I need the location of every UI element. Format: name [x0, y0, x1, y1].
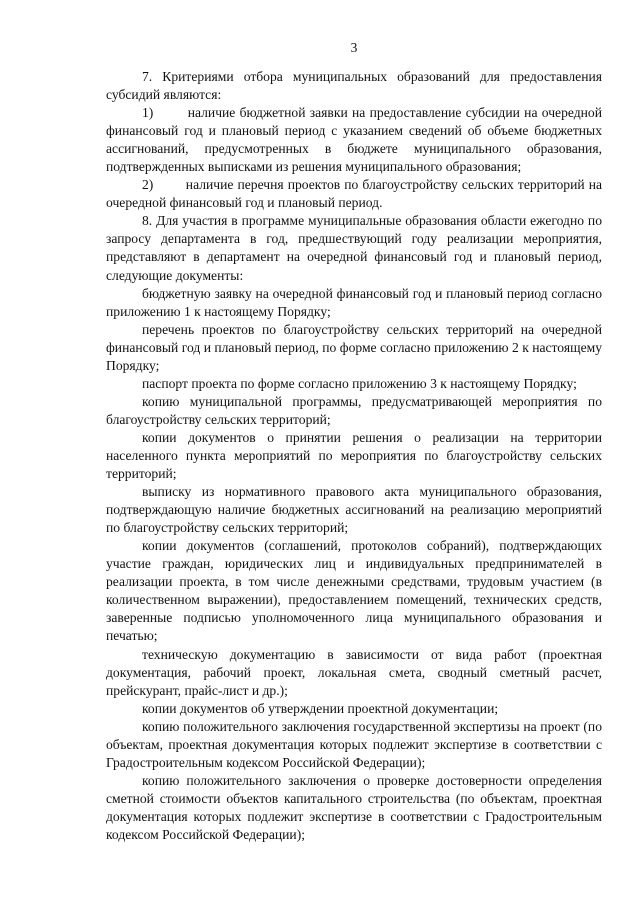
paragraph-cost-verification: копию положительного заключения о проверке достоверности определения сметной стоимости объектов капитального строительства (по объектам, проектная документация которых подлежит экспертизе в соответствии с Градостроительным кодексом Российской Федерации);	[106, 772, 602, 842]
paragraph-budget-request: бюджетную заявку на очередной финансовый год и плановый период согласно приложению 1 к настоящему Порядку;	[106, 285, 602, 319]
paragraph-state-expertise: копию положительного заключения государственной экспертизы на проект (по объектам, проектная документация которых подлежит экспертизе в соответствии с Градостроительным кодексом Российской Федерации);	[106, 718, 602, 770]
paragraph-criterion-2: 2) наличие перечня проектов по благоустройству сельских территорий на очередной финансовый год и плановый период.	[106, 177, 602, 211]
paragraph-participation-documents: копии документов (соглашений, протоколов собраний), подтверждающих участие граждан, юридических лиц и индивидуальных предпринимателей в реализации проекта, в том числе денежными средствами, трудовым участием (в количественном выражении), предоставлением помещений, технических средств, заверенные подписью уполномоченного лица муниципального образования и печатью;	[106, 538, 602, 644]
paragraph-criterion-1: 1) наличие бюджетной заявки на предоставление субсидии на очередной финансовый год и плановый период с указанием сведений об объеме бюджетных ассигнований, предусмотренных в бюджете муниципального образования, подтвержденных выписками из решения муниципального образования;	[106, 105, 602, 175]
paragraph-project-list: перечень проектов по благоустройству сельских территорий на очередной финансовый год и плановый период, по форме согласно приложению 2 к настоящему Порядку;	[106, 321, 602, 373]
paragraph-decision-documents: копии документов о принятии решения о реализации на территории населенного пункта мероприятий по мероприятия по благоустройству сельских территорий;	[106, 429, 602, 482]
page-number: 3	[350, 40, 358, 55]
paragraph-municipal-program: копию муниципальной программы, предусматривающей мероприятия по благоустройству сельских территорий;	[106, 393, 602, 427]
paragraph-approval-documents: копии документов об утверждении проектной документации;	[142, 700, 499, 716]
paragraph-participation: 8. Для участия в программе муниципальные образования области ежегодно по запросу департамента в год, предшествующий году реализации мероприятия, представляют в департамент на очередной финансовый год и плановый период, следующие документы:	[106, 213, 602, 283]
document-body	[106, 68, 602, 844]
paragraph-criteria-heading: 7. Критериями отбора муниципальных образований для предоставления субсидий являются:	[106, 69, 602, 103]
paragraph-technical-documentation: техническую документацию в зависимости от вида работ (проектная документация, рабочий проект, локальная смета, сводный сметный расчет, прейскурант, прайс-лист и др.);	[106, 646, 602, 698]
paragraph-legal-act-extract: выписку из нормативного правового акта муниципального образования, подтверждающую наличие бюджетных ассигнований на реализацию мероприятий по благоустройству сельских территорий;	[106, 484, 602, 536]
paragraph-project-passport: паспорт проекта по форме согласно приложению 3 к настоящему Порядку;	[142, 375, 577, 391]
